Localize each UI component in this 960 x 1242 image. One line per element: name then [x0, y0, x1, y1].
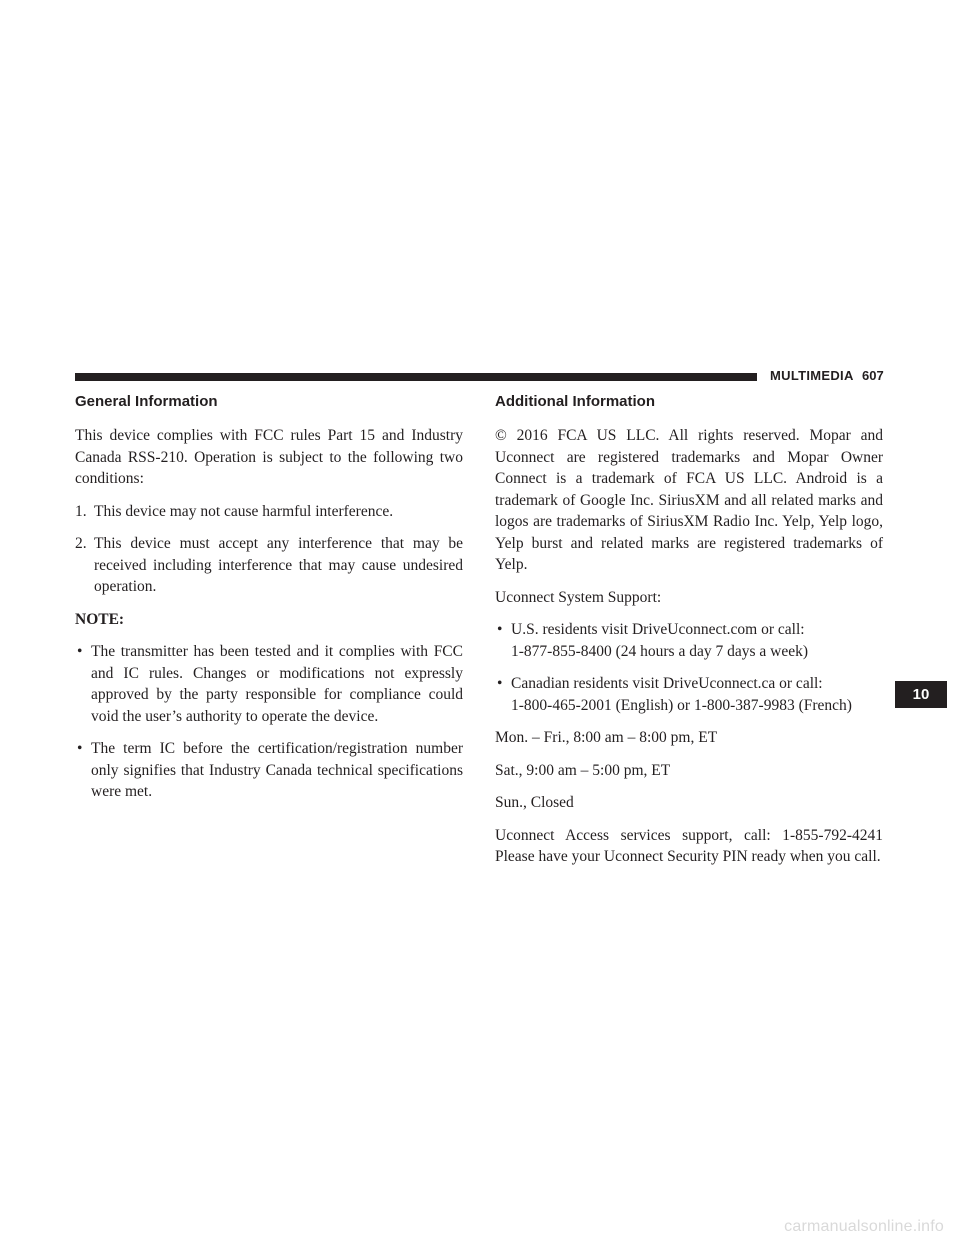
chapter-tab: 10 — [895, 681, 947, 708]
watermark: carmanualsonline.info — [784, 1218, 944, 1235]
note-item — [75, 641, 463, 727]
support-item — [495, 673, 883, 716]
bullet-icon: • — [77, 643, 83, 660]
copyright-paragraph: © 2016 FCA US LLC. All rights reserved. Mopar and Uconnect are registered trademarks and Mopar Owner Connect is a trademark of FCA US LLC. Android is a trademark of Google Inc. SiriusXM and all related marks and logos are trademarks of SiriusXM Radio Inc. Yelp, Yelp logo, Yelp burst and related marks are registered trademarks of Yelp. — [495, 427, 883, 573]
note-text: The transmitter has been tested and it complies with FCC and IC rules. Changes or modifications not expressly approved by the party responsible for compliance could void the user’s authority to operate the device. — [91, 643, 463, 725]
condition-number: 2. — [75, 535, 87, 552]
hours-saturday: Sat., 9:00 am – 5:00 pm, ET — [495, 761, 671, 779]
condition-item — [75, 533, 463, 598]
hours-sunday: Sun., Closed — [495, 794, 574, 811]
support-item — [495, 619, 883, 662]
hours-weekday: Mon. – Fri., 8:00 am – 8:00 pm, ET — [495, 729, 718, 746]
support-phone: 1-800-465-2001 (English) or 1-800-387-9983 (French) — [511, 696, 852, 714]
fcc-intro-paragraph: This device complies with FCC rules Part 15 and Industry Canada RSS-210. Operation is subject to the following two conditions: — [75, 427, 463, 487]
support-label: Uconnect System Support: — [495, 588, 662, 606]
support-text — [511, 673, 883, 716]
access-support-paragraph: Uconnect Access services support, call: 1-855-792-4241 Please have your Uconnect Security PIN ready when you call. — [495, 826, 883, 865]
condition-item — [75, 501, 463, 523]
page-number: 607 — [862, 368, 884, 383]
note-label: NOTE: — [75, 610, 125, 628]
right-column — [495, 392, 883, 879]
support-text — [511, 619, 883, 662]
support-phone: 1-877-855-8400 (24 hours a day 7 days a week) — [511, 642, 809, 660]
condition-text: This device must accept any interference that may be received including interference that may cause undesired operation. — [94, 535, 463, 595]
bullet-icon: • — [497, 621, 503, 638]
general-information-heading: General Information — [75, 393, 218, 410]
header-rule — [75, 373, 757, 381]
note-item — [75, 738, 463, 803]
note-text: The term IC before the certification/registration number only signifies that Industry Canada technical specifications were met. — [91, 740, 463, 800]
left-column — [75, 392, 463, 814]
condition-number: 1. — [75, 502, 87, 520]
support-line: Canadian residents visit DriveUconnect.ca or call: — [511, 675, 823, 692]
condition-text: This device may not cause harmful interference. — [94, 502, 394, 520]
bullet-icon: • — [77, 740, 83, 757]
support-line: U.S. residents visit DriveUconnect.com or call: — [511, 621, 805, 638]
section-title: MULTIMEDIA — [770, 368, 854, 383]
bullet-icon: • — [497, 675, 503, 692]
additional-information-heading: Additional Information — [495, 393, 655, 410]
